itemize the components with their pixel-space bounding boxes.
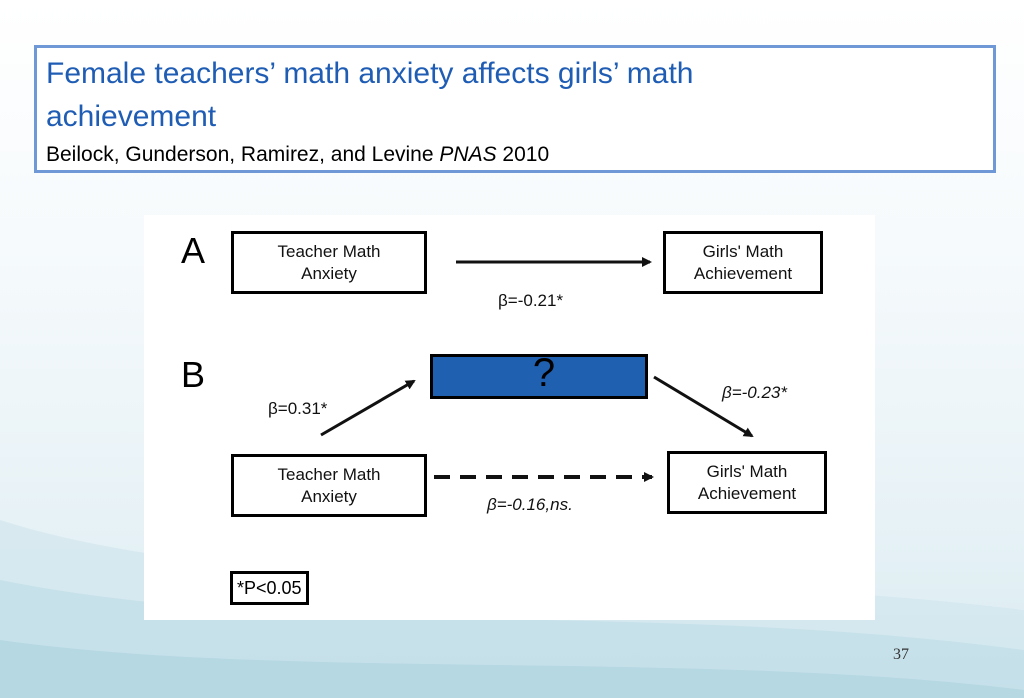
citation bbox=[46, 142, 549, 168]
mediation-diagram bbox=[144, 215, 875, 620]
node-label-line-1: Teacher Math bbox=[277, 464, 381, 484]
panel-a-label: A bbox=[181, 230, 206, 271]
coef-b-direct: β=-0.16,ns. bbox=[487, 495, 573, 514]
arrow-b-source-to-mediator bbox=[321, 381, 414, 435]
coef-a-direct: β=-0.21* bbox=[498, 291, 564, 310]
citation-authors: Beilock, Gunderson, Ramirez, and Levine bbox=[46, 143, 434, 166]
title-box bbox=[34, 45, 996, 173]
node-label-line-1: Girls' Math bbox=[706, 461, 788, 481]
panel-b-label: B bbox=[181, 354, 206, 395]
mediator-question-mark: ? bbox=[532, 350, 556, 395]
slide-title-line-2: achievement bbox=[46, 100, 217, 133]
citation-year: 2010 bbox=[502, 143, 550, 166]
node-a-teacher-math-anxiety bbox=[231, 231, 427, 294]
node-label-line-2: Anxiety bbox=[301, 263, 357, 283]
node-label-line-1: Teacher Math bbox=[277, 241, 381, 261]
node-label-line-1: Girls' Math bbox=[702, 241, 784, 261]
node-label-line-2: Achievement bbox=[693, 263, 793, 283]
node-b-teacher-math-anxiety bbox=[231, 454, 427, 517]
node-label-line-2: Achievement bbox=[697, 483, 797, 503]
coef-b-mediator-to-target: β=-0.23* bbox=[722, 383, 788, 402]
node-label-line-2: Anxiety bbox=[301, 486, 357, 506]
slide-title-line-1: Female teachers’ math anxiety affects girls’ math bbox=[46, 57, 694, 90]
citation-journal: PNAS bbox=[439, 143, 497, 166]
coef-b-source-to-mediator: β=0.31* bbox=[268, 399, 328, 418]
significance-note: *P<0.05 bbox=[230, 571, 309, 605]
node-a-girls-math-achievement bbox=[663, 231, 823, 294]
page-number: 37 bbox=[893, 646, 909, 663]
node-b-girls-math-achievement bbox=[667, 451, 827, 514]
node-b-mediator bbox=[430, 350, 648, 399]
